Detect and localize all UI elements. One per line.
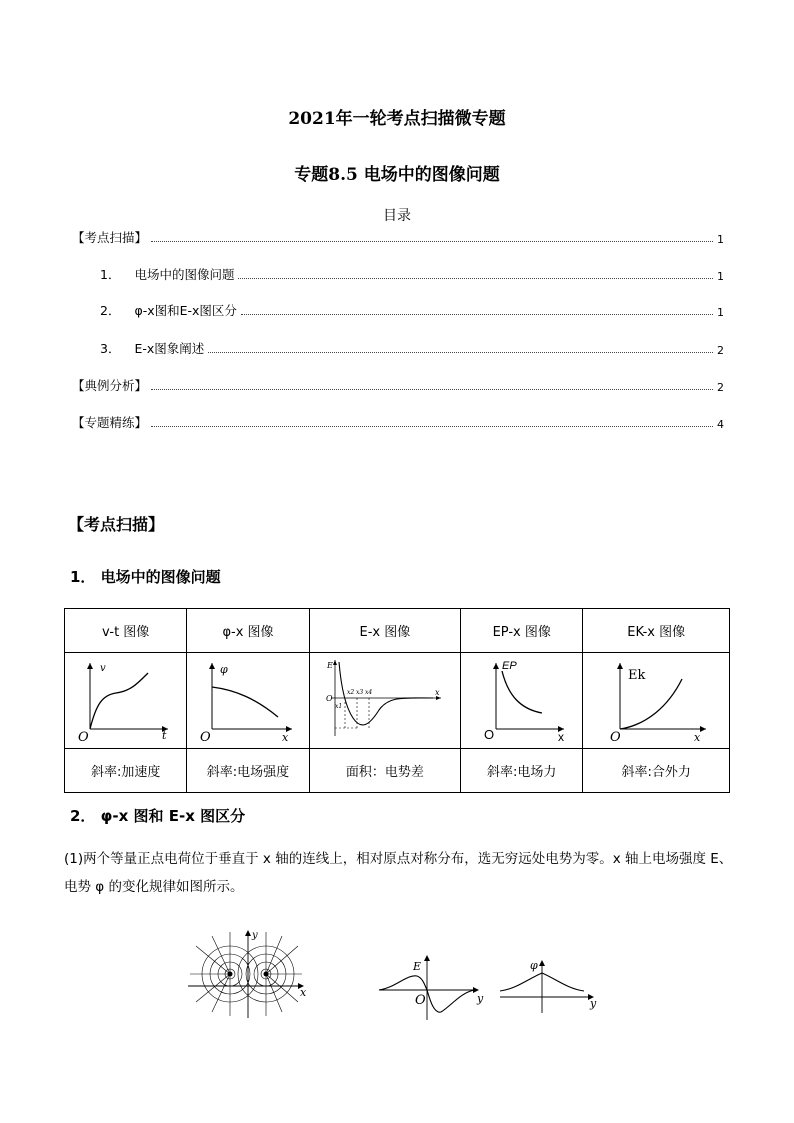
graph-table xyxy=(64,608,730,793)
header-vt: v-t 图像 xyxy=(65,609,187,653)
e-origin: O xyxy=(415,993,426,1008)
ex-x1-label: x1 xyxy=(334,702,343,710)
phix-graph xyxy=(198,657,298,741)
e-y-label: E xyxy=(413,960,422,973)
ex-y-label: E xyxy=(326,660,333,670)
document-title: 2021年一轮考点扫描微专题 xyxy=(288,109,506,129)
field-y-label: y xyxy=(252,930,258,941)
phi-y-label: φ xyxy=(530,959,538,972)
toc-item-2[interactable]: 2． φ-x图和E-x图区分 1 xyxy=(100,303,724,319)
toc-item-3[interactable]: 3． E-x图象阐述 2 xyxy=(100,341,724,357)
toc-item-kaodian[interactable]: 【考点扫描】 1 xyxy=(72,230,724,246)
epx-graph xyxy=(472,657,572,741)
graph-ex xyxy=(309,653,460,749)
ex-graph xyxy=(323,656,447,742)
vt-x-label: t xyxy=(161,728,167,741)
footer-vt: 斜率:加速度 xyxy=(65,749,187,793)
graph-phix xyxy=(187,653,309,749)
phix-origin: O xyxy=(199,729,211,741)
epx-y-label: EP xyxy=(501,659,517,672)
ekx-x-label: x xyxy=(694,730,701,741)
subsection-heading-2: 2． φ-x 图和 E-x 图区分 xyxy=(70,807,246,825)
footer-phix: 斜率:电场强度 xyxy=(187,749,309,793)
ex-x2-label: x2 xyxy=(346,688,355,696)
e-y-figure xyxy=(375,952,487,1022)
ekx-graph xyxy=(596,657,716,741)
e-x-label: y xyxy=(477,992,484,1005)
ex-x3-label: x3 xyxy=(355,688,364,696)
toc-item-jinglian[interactable]: 【专题精练】 4 xyxy=(72,415,724,431)
header-ekx: EK-x 图像 xyxy=(583,609,730,653)
ekx-origin: O xyxy=(610,729,621,741)
header-epx: EP-x 图像 xyxy=(461,609,583,653)
toc-heading: 目录 xyxy=(383,208,411,224)
field-x-label: x xyxy=(300,986,307,999)
footer-epx: 斜率:电场力 xyxy=(461,749,583,793)
graph-vt xyxy=(65,653,187,749)
footer-ekx: 斜率:合外力 xyxy=(583,749,730,793)
phix-y-label: φ xyxy=(219,662,228,676)
phi-x-label: y xyxy=(590,997,597,1010)
epx-x-label: x xyxy=(557,729,564,741)
subsection-heading-1: 1． 电场中的图像问题 xyxy=(70,568,221,586)
vt-origin: O xyxy=(77,729,89,741)
vt-y-label: v xyxy=(99,662,106,674)
footer-ex: 面积：电势差 xyxy=(309,749,460,793)
ex-x4-label: x4 xyxy=(364,688,373,696)
phix-x-label: x xyxy=(281,730,289,741)
phi-y-figure xyxy=(496,955,606,1015)
document-subtitle: 专题8.5 电场中的图像问题 xyxy=(294,165,500,185)
ex-x-label: x xyxy=(434,687,440,697)
graph-epx xyxy=(461,653,583,749)
header-phix: φ-x 图像 xyxy=(187,609,309,653)
header-ex: E-x 图像 xyxy=(309,609,460,653)
ekx-y-label: Ek xyxy=(628,667,646,683)
vt-graph xyxy=(76,657,176,741)
toc-item-1[interactable]: 1． 电场中的图像问题 1 xyxy=(100,267,724,283)
ex-origin: O xyxy=(325,693,333,703)
toc-item-dianli[interactable]: 【典例分析】 2 xyxy=(72,378,724,394)
section-heading-kaodian: 【考点扫描】 xyxy=(68,515,165,534)
field-line-figure xyxy=(186,928,314,1020)
paragraph-1: (1)两个等量正点电荷位于垂直于 x 轴的连线上，相对原点对称分布，选无穷远处电势为零。x 轴上电场强度 E、电势 φ 的变化规律如图所示。 xyxy=(64,851,733,895)
epx-origin: O xyxy=(483,726,494,741)
graph-ekx xyxy=(583,653,730,749)
